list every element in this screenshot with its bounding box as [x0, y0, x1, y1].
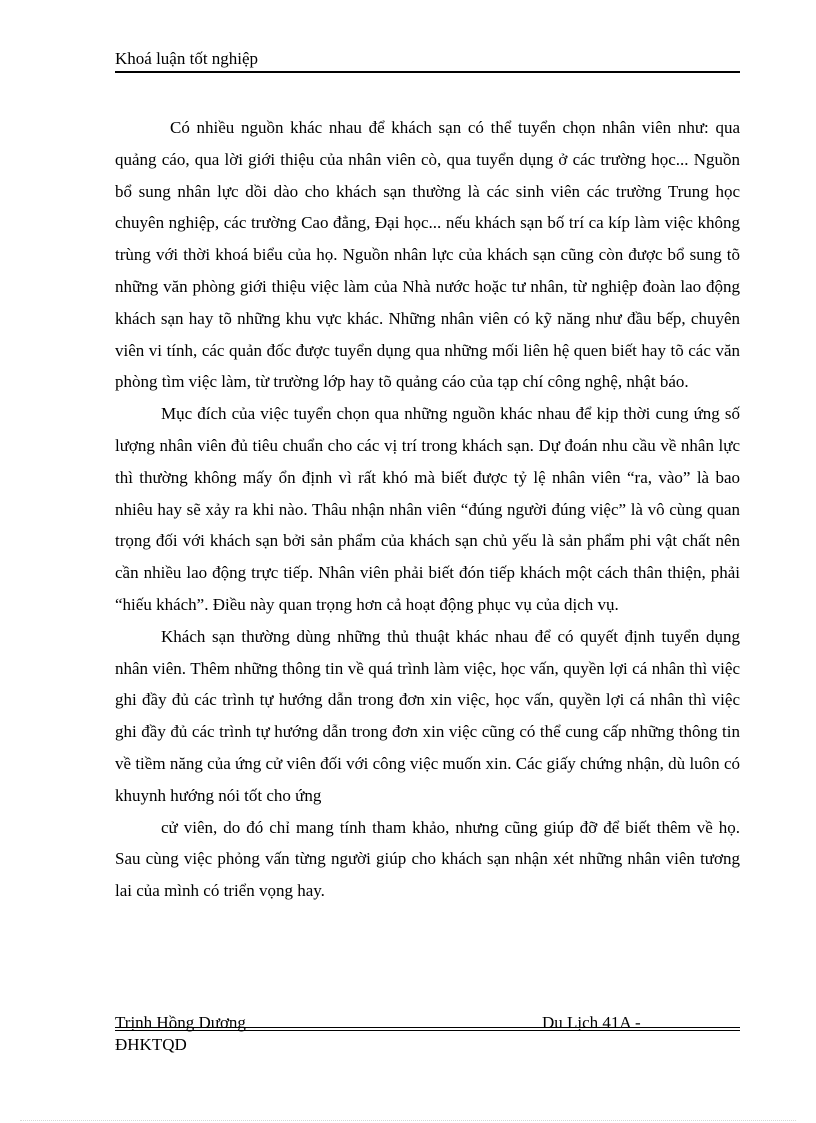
footer-rule [115, 1027, 740, 1028]
footer-class: Du Lịch 41A - [542, 1013, 641, 1032]
footer-rule-double [115, 1030, 740, 1031]
paragraph-4: cử viên, do đó chỉ mang tính tham khảo, nhưng cũng giúp đỡ để biết thêm về họ. Sau cùng việc phỏng vấn từng người giúp cho khách sạn nhận xét những nhân viên tương lai của mình có triển vọng hay. [115, 817, 740, 901]
header-title: Khoá luận tốt nghiệp [115, 49, 259, 68]
footer-author: Trịnh Hồng Dương [115, 1013, 246, 1032]
page-bottom-divider [20, 1120, 796, 1121]
header-rule [115, 71, 740, 73]
paragraph-2: Mục đích của việc tuyển chọn qua những nguồn khác nhau để kịp thời cung ứng số lượng nhân viên đủ tiêu chuẩn cho các vị trí trong khách sạn. Dự đoán nhu cầu về nhân lực thì thường không mấy ổn định vì rất khó mà biết được tỷ lệ nhân viên “ra, vào” là bao nhiêu hay sẽ xảy ra khi nào. Thâu nhận nhân viên “đúng người đúng việc” là vô cùng quan trọng đối với khách sạn bởi sản phẩm của khách sạn chủ yếu là sản phẩm phi vật chất nên cần nhiều lao động trực tiếp. Nhân viên phải biết đón tiếp khách một cách thân thiện, phải “hiếu khách”. Điều này quan trọng hơn cả hoạt động phục vụ của dịch vụ. [115, 404, 740, 614]
paragraph-1: Có nhiều nguồn khác nhau để khách sạn có thể tuyển chọn nhân viên như: qua quảng cáo, qua lời giới thiệu của nhân viên cò, qua tuyển dụng ở các trường học... Nguồn bổ sung nhân lực dồi dào cho khách sạn thường là các sinh viên các trường Trung học chuyên nghiệp, các trường Cao đẳng, Đại học... nếu khách sạn bố trí ca kíp làm việc không trùng với thời khoá biểu của họ. Nguồn nhân lực của khách sạn cũng còn được bổ sung tõ những văn phòng giới thiệu việc làm của Nhà nước hoặc tư nhân, từ nghiệp đoàn lao động khách sạn hay tõ những khu vực khác. Những nhân viên có kỹ năng như đầu bếp, chuyên viên vi tính, các quản đốc được tuyển dụng qua những mối liên hệ quen biết hay tõ các văn phòng tìm việc làm, từ trường lớp hay tõ quảng cáo của tạp chí công nghệ, nhật báo. [115, 118, 740, 392]
body-text [115, 112, 740, 907]
footer-school: ĐHKTQD [115, 1035, 187, 1054]
page-header [115, 48, 740, 72]
paragraph-3: Khách sạn thường dùng những thủ thuật khác nhau để có quyết định tuyển dụng nhân viên. Thêm những thông tin về quá trình làm việc, học vấn, quyền lợi cá nhân thì việc ghi đầy đủ các trình tự hướng dẫn trong đơn xin việc, học vấn, quyền lợi cá nhân thì việc ghi đầy đủ các trình tự hướng dẫn trong đơn xin việc cũng có thể cung cấp những thông tin về tiềm năng của ứng cử viên đối với công việc muốn xin. Các giấy chứng nhận, dù luôn có khuynh hướng nói tốt cho ứng [115, 626, 740, 805]
page-footer [115, 1010, 740, 1060]
